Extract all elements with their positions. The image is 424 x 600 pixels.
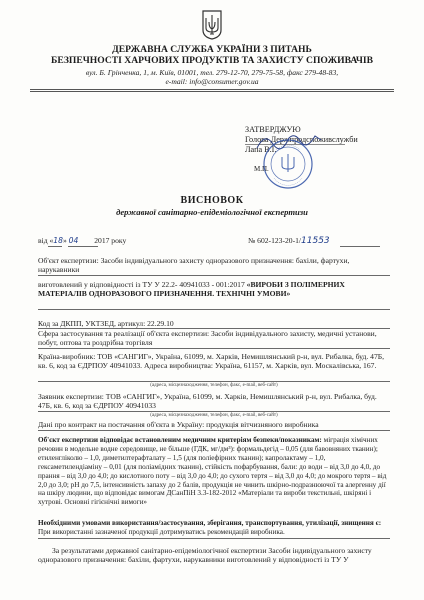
tu-prefix: виготовлений у відповідності із ТУ У 22.2- 40941033 - 001:2017 xyxy=(38,280,245,289)
application-sphere: Сфера застосування та реалізації об'єкта експертизи: Засоби індивідуального захисту, медичні установи, побут, оптова та роздрібна торгівля xyxy=(38,329,377,348)
conditions-underline xyxy=(38,538,390,539)
agency-name-line1: ДЕРЖАВНА СЛУЖБА УКРАЇНИ З ПИТАНЬ xyxy=(112,44,312,55)
address-caption-1: (адреса, місцезнаходження, телефон, факс, e-mail, веб-сайт) xyxy=(150,383,278,388)
document-subtitle: державної санітарно-епідеміологічної експертизи xyxy=(116,207,308,217)
document-title: ВИСНОВОК xyxy=(180,195,244,206)
date-month-underline xyxy=(68,246,98,247)
agency-name-line2: БЕЗПЕЧНОСТІ ХАРЧОВИХ ПРОДУКТІВ ТА ЗАХИСТУ СПОЖИВАЧІВ xyxy=(50,55,374,66)
usage-conditions xyxy=(38,519,390,537)
coat-of-arms-icon xyxy=(202,10,222,40)
criteria-heading: Об'єкт експертизи відповідає встановленим медичним критеріям безпеки/показникам: xyxy=(38,436,322,444)
header-divider-2 xyxy=(30,91,394,92)
supply-contract: Дані про контракт на постачання об'єкта в Україну: продукція вітчизняного виробника xyxy=(38,420,319,429)
number-handwritten: 11553 xyxy=(301,236,330,246)
applicant: Заявник експертизи: ТОВ «САНГИГ», Україна, 61099, м. Харків, Немишлянський р-н, вул. Рибалка, буд. 47Б, кв. 6, код за ЄДРПОУ 40941033 xyxy=(38,392,377,411)
manufacturer-country: Країна-виробник: ТОВ «САНГИГ», Україна, 61099, м. Харків, Немишлянський р-н, вул. Рибалка, буд. 47Б, кв. 6, код за ЄДРПОУ 40941033. Адреса виробництва: Україна, 61157, м. Харків, вул. Москалівська, 167. xyxy=(38,352,385,371)
agency-email: e-mail: info@consumer.gov.ua xyxy=(165,77,259,86)
approval-name: Лапа В.І. xyxy=(245,145,277,154)
approval-word: ЗАТВЕРДЖУЮ xyxy=(245,125,301,134)
number-underline xyxy=(340,246,380,247)
date-month: 04 xyxy=(68,236,79,245)
issue-date: від «18» 04 2017 року xyxy=(38,236,127,245)
conditions-heading: Необхідними умовами використання/застосування, зберігання, транспортування, утилізації, знищення є: xyxy=(38,519,382,527)
conditions-text: При використанні зазначеної продукції дотримуватись рекомендацій виробника. xyxy=(38,527,285,536)
address-caption-2: (адреса, місцезнаходження, телефон, факс, e-mail, веб-сайт) xyxy=(150,413,278,418)
country-underline xyxy=(38,381,390,382)
official-seal xyxy=(262,138,314,190)
expertise-object: Об'єкт експертизи: Засоби індивідуального захисту одноразового призначення: бахіли, фартухи, нарукавники xyxy=(38,256,350,275)
sphere-underline xyxy=(38,348,390,349)
tu-title: «ВИРОБИ З ПОЛІМЕРНИХ МАТЕРІАЛІВ ОДНОРАЗОВОГО ПРИЗНАЧЕННЯ. ТЕХНІЧНІ УМОВИ» xyxy=(38,280,345,299)
approval-mp: М.П. xyxy=(254,165,269,173)
object-underline xyxy=(38,275,390,276)
document-number xyxy=(248,236,330,246)
date-day-underline xyxy=(48,246,62,247)
safety-criteria xyxy=(38,436,390,507)
criteria-text: міграція хімічних речовин в модельне водне середовище, не більше (ГДК, мг/дм³): формальдегід – 0,05 (для бавовняних тканин); етиленгліколю – 1,0, диметилтерафталату – 1,5 (для поліефірних тканин); капролактаму – 1,0, гексаметилендіаміну – 0,01 (для поліамідних тканин), стійкість пофарбування, бали: до води – від 3,0 до 4,0, до прання – від 3,0 до 4,0; до кислотного поту – від 3,0 до 4,0; до сухого тертя – від 3,0 до 4,0; до мокрого тертя – від 2,0 до 3,0; pH до 7,5, інтенсивність запаху до 2 балів, продукція не чинить шкірно-подразнюючої та алергенну дії на шкіру людини, що відповідає вимогам ДСанПіН 3.3-182-2012 «Матеріали та вироби текстильні, шкіряні і хутрові. Основні гігієнічні вимоги» xyxy=(38,436,387,507)
date-year: 2017 року xyxy=(94,236,127,245)
expertise-result: За результатами державної санітарно-епідеміологічної експертизи Засоби індивідуального захисту одноразового призначення: бахіли, фартухи, нарукавники виготовлений у відповідності із ТУ У xyxy=(38,546,372,565)
number-prefix: № 602-123-20-1/ xyxy=(248,236,302,245)
date-day: 18 xyxy=(53,236,63,245)
supply-underline xyxy=(38,430,390,431)
applicant-underline xyxy=(38,411,390,412)
date-prefix: від xyxy=(38,236,48,245)
tu-underline xyxy=(38,309,390,310)
tu-compliance xyxy=(38,280,390,299)
approval-position: Голова Держпродспоживслужби xyxy=(245,135,358,144)
header-divider xyxy=(30,89,394,90)
agency-address: вул. Б. Грінченка, 1, м. Київ, 01001, тел. 279-12-70, 279-75-58, факс 279-48-83, xyxy=(85,68,339,77)
product-code: Код за ДКПП, УКТЗЕД, артикул: 22.29.10 xyxy=(38,319,174,328)
